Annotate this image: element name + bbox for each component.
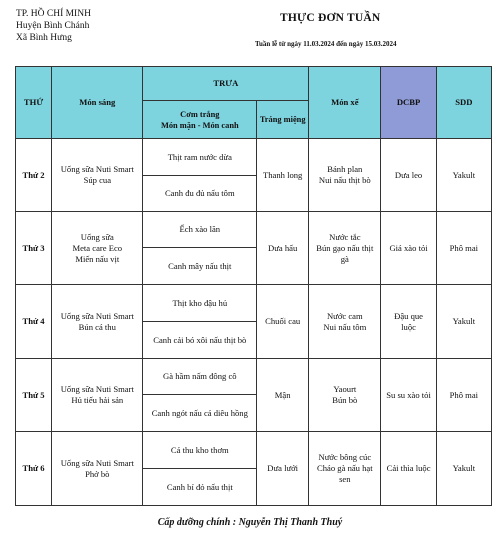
day-cell: Thứ 3 [16,212,52,285]
sdd-cell: Phô mai [436,212,491,285]
header-dcbp: DCBP [381,67,436,139]
header-dessert: Tráng miệng [257,101,309,139]
header-afternoon: Món xế [309,67,381,139]
dcbp-cell: Giá xào tỏi [381,212,436,285]
table-row [16,139,492,176]
day-cell: Thứ 6 [16,432,52,506]
soup-cell: Canh mây nấu thịt [143,248,257,285]
header-rice-line2: Món mặn - Món canh [160,120,239,130]
menu-body [16,139,492,506]
table-row [16,285,492,322]
table-row [16,359,492,395]
day-cell: Thứ 2 [16,139,52,212]
soup-cell: Canh đu đủ nấu tôm [143,176,257,212]
city-name: TP. HỒ CHÍ MINH [16,9,91,19]
afternoon-cell: Bánh plan Nui nấu thịt bò [309,139,381,212]
main-dish-cell: Ếch xào lăn [143,212,257,248]
header-rice [143,101,257,139]
page-title: THỰC ĐƠN TUẦN [280,12,381,24]
sdd-cell: Yakult [436,285,491,359]
commune-name: Xã Bình Hưng [16,33,72,43]
sdd-cell: Yakult [436,432,491,506]
dcbp-cell: Su su xào tỏi [381,359,436,432]
dessert-cell: Chuối cau [257,285,309,359]
afternoon-cell: Yaourt Bún bò [309,359,381,432]
afternoon-cell: Nước cam Nui nấu tôm [309,285,381,359]
soup-cell: Canh ngót nấu cá diêu hồng [143,395,257,432]
district-name: Huyện Bình Chánh [16,21,90,31]
afternoon-cell: Nước bông cúc Cháo gà nấu hạt sen [309,432,381,506]
day-cell: Thứ 5 [16,359,52,432]
head-cook-signature: Cấp dưỡng chính : Nguyễn Thị Thanh Thuý [157,517,343,528]
week-range: Tuần lễ từ ngày 11.03.2024 đến ngày 15.03.2024 [255,40,397,48]
morning-cell: Uống sữa Nuti Smart Bún cá thu [52,285,143,359]
main-dish-cell: Cá thu kho thơm [143,432,257,469]
dessert-cell: Dưa hấu [257,212,309,285]
dessert-cell: Dưa lưới [257,432,309,506]
school-header [16,8,91,44]
main-dish-cell: Thịt kho đậu hủ [143,285,257,322]
header-day: THỨ [16,67,52,139]
sdd-cell: Yakult [436,139,491,212]
dcbp-cell: Đậu que luộc [381,285,436,359]
header-lunch: TRƯA [143,67,309,101]
dessert-cell: Mận [257,359,309,432]
sdd-cell: Phô mai [436,359,491,432]
weekly-menu-table [15,66,492,506]
morning-cell: Uống sữa Nuti Smart Súp cua [52,139,143,212]
header-rice-line1: Cơm trắng [180,109,220,119]
soup-cell: Canh cải bó xôi nấu thịt bò [143,322,257,359]
morning-cell: Uống sữa Nuti Smart Hủ tiếu hải sản [52,359,143,432]
header-morning: Món sáng [52,67,143,139]
main-dish-cell: Gà hầm nấm đông cô [143,359,257,395]
header-sdd: SDD [436,67,491,139]
dcbp-cell: Cải thìa luộc [381,432,436,506]
main-dish-cell: Thịt ram nước dừa [143,139,257,176]
table-row [16,432,492,469]
table-row [16,212,492,248]
morning-cell: Uống sữa Meta care Eco Miến nấu vịt [52,212,143,285]
day-cell: Thứ 4 [16,285,52,359]
morning-cell: Uống sữa Nuti Smart Phở bò [52,432,143,506]
dcbp-cell: Dưa leo [381,139,436,212]
afternoon-cell: Nước tắc Bún gạo nấu thịt gà [309,212,381,285]
dessert-cell: Thanh long [257,139,309,212]
soup-cell: Canh bí đỏ nấu thịt [143,469,257,506]
